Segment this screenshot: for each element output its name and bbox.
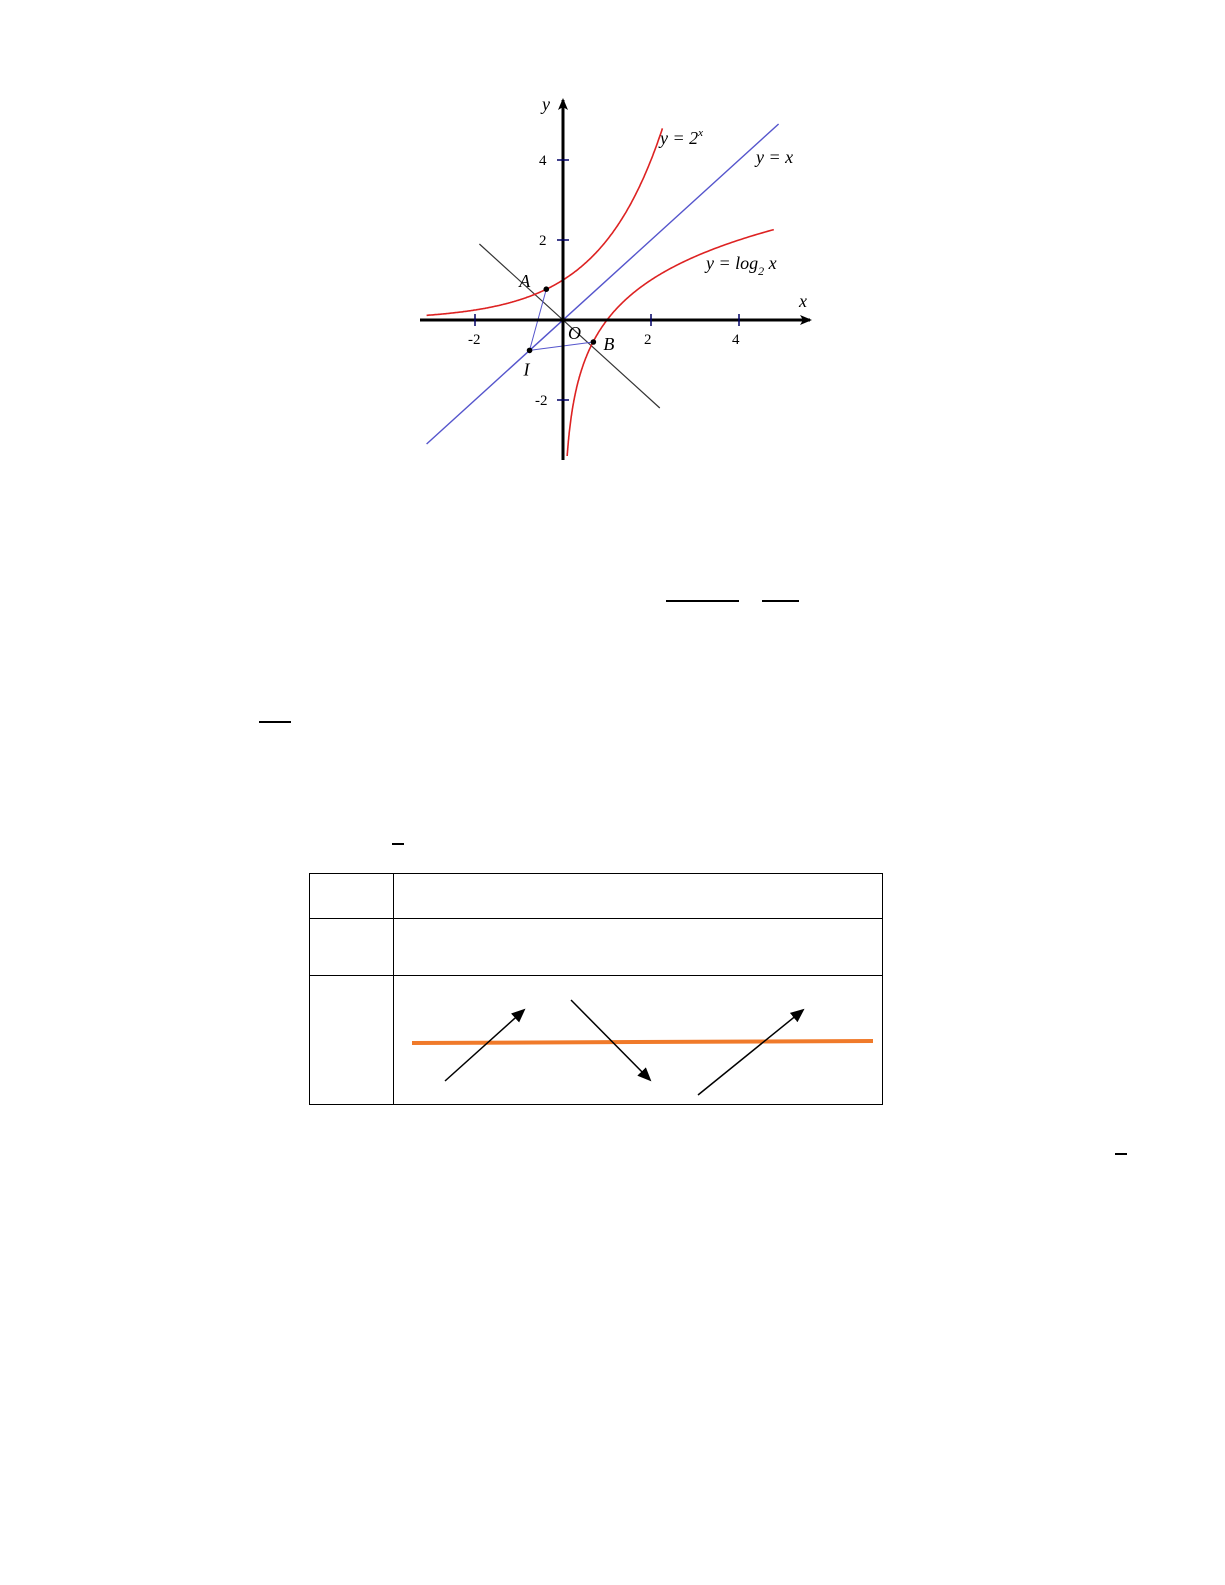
- fraction-bar: [762, 600, 799, 602]
- triangle-segment: [530, 342, 594, 350]
- curve-label-exp: $y = 2^x$: [660, 127, 704, 148]
- ticks-layer: [468, 153, 740, 409]
- point-label: B: [603, 334, 615, 354]
- function-graph-figure: [410, 90, 830, 470]
- y-tick-label: 2: [539, 233, 547, 249]
- curve-label-log: $y = \log_2 x$: [706, 253, 777, 278]
- decreasing-arrow: [571, 1000, 650, 1080]
- point-label: I: [523, 359, 530, 380]
- point-label: A: [519, 271, 531, 292]
- fraction-bar: [1115, 1153, 1127, 1155]
- curve-label-identity: y = x: [756, 147, 794, 167]
- x-tick-label: 4: [732, 332, 740, 348]
- fraction-bar: [666, 600, 739, 602]
- identity-line: [427, 124, 779, 444]
- fraction-bar: [392, 843, 404, 845]
- increasing-arrow: [698, 1010, 803, 1095]
- y-axis-label: y: [542, 94, 550, 114]
- graph-svg: [410, 90, 830, 470]
- point-b: [591, 339, 597, 345]
- variation-table: [309, 873, 883, 1105]
- increasing-arrow: [445, 1010, 524, 1081]
- point-i: [527, 348, 533, 354]
- points-layer: [518, 271, 614, 379]
- y-tick-label: 4: [539, 153, 547, 169]
- variation-arrows-svg: [310, 874, 884, 1106]
- curves-layer: [427, 124, 779, 456]
- origin-label: O: [568, 323, 581, 343]
- level-line: [412, 1041, 873, 1043]
- triangle-segment: [530, 320, 563, 350]
- x-axis-label: x: [799, 291, 807, 311]
- x-tick-label: 2: [644, 332, 652, 348]
- fraction-bar: [259, 721, 291, 723]
- x-tick-label: -2: [468, 332, 481, 348]
- point-a: [543, 286, 549, 292]
- y-tick-label: -2: [535, 393, 548, 409]
